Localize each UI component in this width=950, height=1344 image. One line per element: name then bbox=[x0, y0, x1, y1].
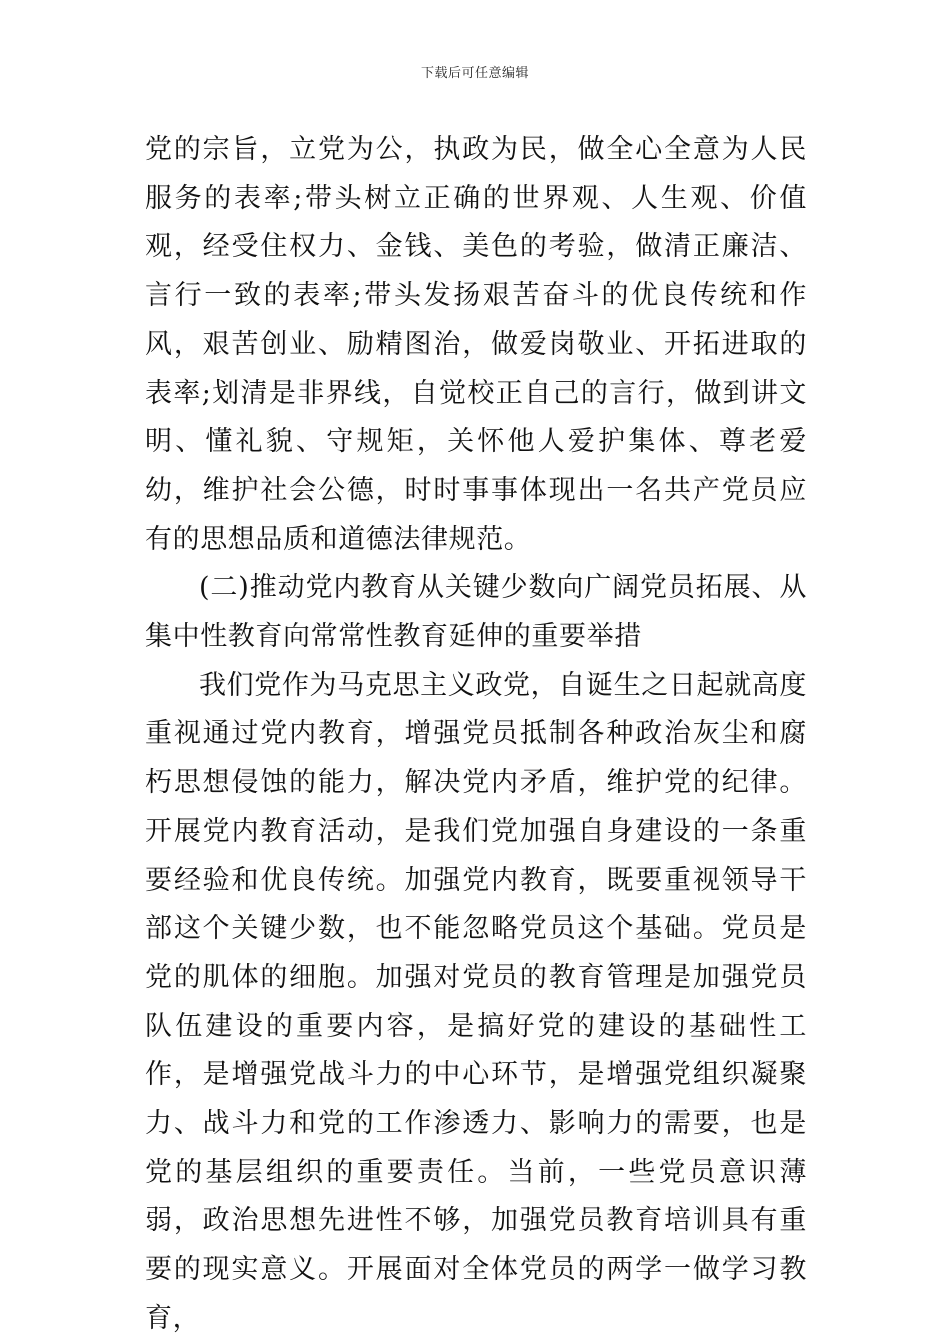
section-heading: (二)推动党内教育从关键少数向广阔党员拓展、从集中性教育向常常性教育延伸的重要举措 bbox=[145, 572, 807, 653]
page-header: 下载后可任意编辑 bbox=[420, 66, 529, 81]
document-body bbox=[145, 126, 807, 1344]
paragraph: 我们党作为马克思主义政党，自诞生之日起就高度重视通过党内教育，增强党员抵制各种政治灰尘和腐朽思想侵蚀的能力，解决党内矛盾，维护党的纪律。开展党内教育活动，是我们党加强自身建设的一条重要经验和优良传统。加强党内教育，既要重视领导干部这个关键少数，也不能忽略党员这个基础。党员是党的肌体的细胞。加强对党员的教育管理是加强党员队伍建设的重要内容，是搞好党的建设的基础性工作，是增强党战斗力的中心环节，是增强党组织凝聚力、战斗力和党的工作渗透力、影响力的需要，也是党的基层组织的重要责任。当前，一些党员意识薄弱，政治思想先进性不够，加强党员教育培训具有重要的现实意义。开展面对全体党员的两学一做学习教育， bbox=[145, 669, 807, 1334]
paragraph-continuation: 党的宗旨，立党为公，执政为民，做全心全意为人民服务的表率;带头树立正确的世界观、人生观、价值观，经受住权力、金钱、美色的考验，做清正廉洁、言行一致的表率;带头发扬艰苦奋斗的优良传统和作风，艰苦创业、励精图治，做爱岗敬业、开拓进取的表率;划清是非界线，自觉校正自己的言行，做到讲文明、懂礼貌、守规矩，关怀他人爱护集体、尊老爱幼，维护社会公德，时时事事体现出一名共产党员应有的思想品质和道德法律规范。 bbox=[145, 134, 807, 555]
